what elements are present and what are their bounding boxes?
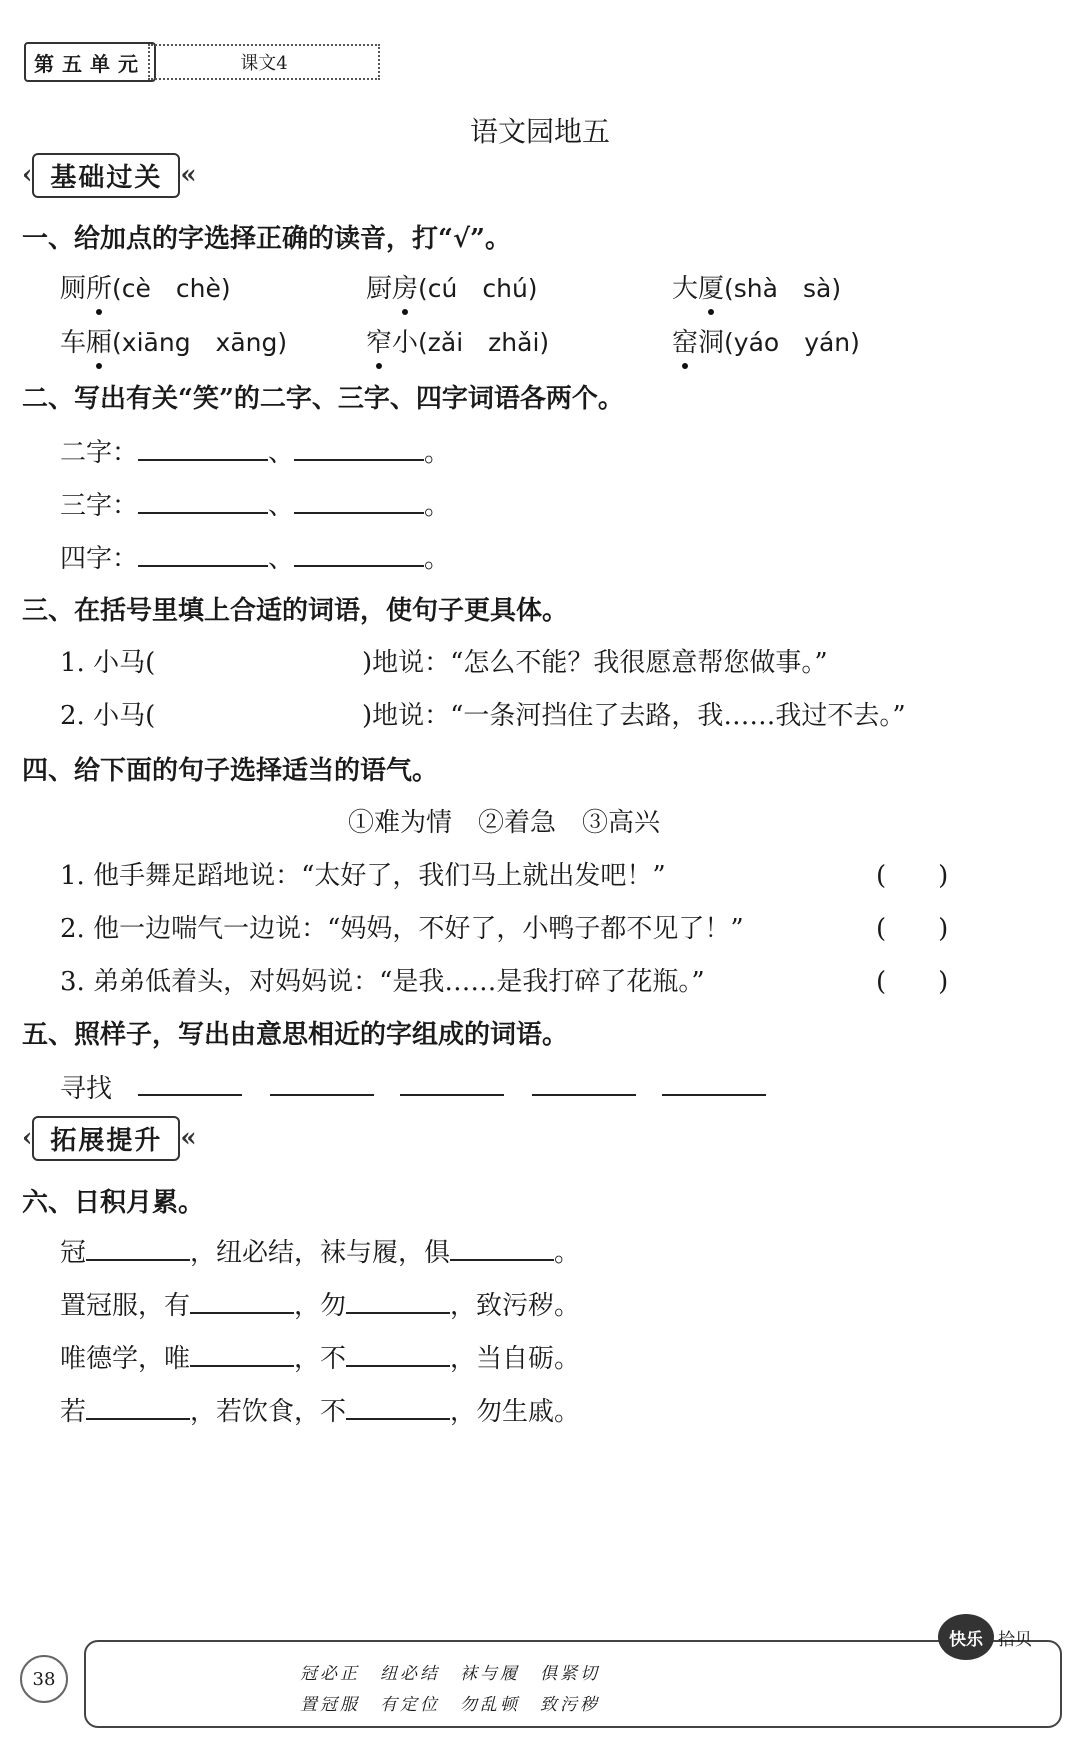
- answer-blank[interactable]: [138, 488, 268, 514]
- recite-line: 冠 ，纽必结，袜与履，俱 。: [60, 1232, 580, 1269]
- answer-blank[interactable]: [662, 1070, 766, 1096]
- answer-blank[interactable]: [138, 435, 268, 461]
- answer-row: 四字： 、 。: [60, 538, 450, 575]
- options-line: ①难为情 ②着急 ③高兴: [348, 808, 661, 838]
- section-banner-basic: [22, 155, 197, 195]
- logo-side-text: 拾贝: [998, 1629, 1032, 1650]
- pinyin-item: 厕所(cè chè): [60, 268, 231, 305]
- question-heading: 二、写出有关“笑”的二字、三字、四字词语各两个。: [22, 384, 624, 414]
- section-banner-extend: [22, 1118, 197, 1158]
- answer-row: 二字： 、 。: [60, 432, 450, 469]
- answer-blank[interactable]: [270, 1070, 374, 1096]
- section-title: 基础过关: [32, 153, 180, 198]
- answer-blank[interactable]: [294, 488, 424, 514]
- recite-line: 若 ，若饮食，不 ，勿生戚。: [60, 1391, 580, 1428]
- pinyin-item: 厨房(cú chú): [366, 268, 538, 305]
- question-heading: 三、在括号里填上合适的词语，使句子更具体。: [22, 596, 569, 626]
- answer-blank[interactable]: [346, 1394, 450, 1420]
- answer-paren[interactable]: ( ): [876, 861, 949, 891]
- answer-blank[interactable]: [400, 1070, 504, 1096]
- chevron-left-icon: «: [180, 1123, 197, 1153]
- answer-blank[interactable]: [138, 541, 268, 567]
- fill-item: 1. 小马(: [60, 648, 156, 678]
- pinyin-item: 窄小(zǎi zhǎi): [366, 322, 549, 359]
- answer-blank[interactable]: [86, 1235, 190, 1261]
- answer-blank[interactable]: [86, 1394, 190, 1420]
- footer-line: 置冠服 有定位 勿乱顿 致污秽: [300, 1695, 600, 1715]
- recite-line: 唯德学，唯 ，不 ，当自砺。: [60, 1338, 580, 1375]
- answer-blank[interactable]: [190, 1288, 294, 1314]
- logo-bubble: 快乐: [938, 1614, 994, 1660]
- answer-blank[interactable]: [346, 1341, 450, 1367]
- chevron-left-icon: «: [180, 160, 197, 190]
- answer-paren[interactable]: ( ): [876, 914, 949, 944]
- lesson-badge: 课文4: [148, 44, 380, 80]
- pinyin-item: 车厢(xiāng xāng): [60, 322, 287, 359]
- footer-line: 冠必正 纽必结 袜与履 俱紧切: [300, 1664, 600, 1684]
- question-heading: 五、照样子，写出由意思相近的字组成的词语。: [22, 1020, 569, 1050]
- answer-blank[interactable]: [450, 1235, 554, 1261]
- pinyin-item: 大厦(shà sà): [672, 268, 841, 305]
- sentence-item: 1. 他手舞足蹈地说：“太好了，我们马上就出发吧！”: [60, 861, 666, 891]
- answer-row: 三字： 、 。: [60, 485, 450, 522]
- question-heading: 四、给下面的句子选择适当的语气。: [22, 756, 439, 786]
- page-number: 38: [20, 1655, 68, 1703]
- unit-badge: 第五单元: [24, 42, 156, 82]
- answer-blank[interactable]: [190, 1341, 294, 1367]
- answer-paren[interactable]: ( ): [876, 967, 949, 997]
- section-title: 拓展提升: [32, 1116, 180, 1161]
- fill-item: 2. 小马(: [60, 701, 156, 731]
- answer-blank[interactable]: [346, 1288, 450, 1314]
- pinyin-item: 窑洞(yáo yán): [672, 322, 860, 359]
- question-heading: 一、给加点的字选择正确的读音，打“√”。: [22, 224, 511, 254]
- page-title: 语文园地五: [469, 115, 610, 148]
- chevron-left-icon: ‹: [22, 160, 33, 190]
- answer-blank[interactable]: [138, 1070, 242, 1096]
- fill-item-rest: )地说：“怎么不能？我很愿意帮您做事。”: [362, 648, 828, 678]
- answer-blank[interactable]: [532, 1070, 636, 1096]
- example-word: 寻找: [60, 1074, 113, 1104]
- sentence-item: 2. 他一边喘气一边说：“妈妈，不好了，小鸭子都不见了！”: [60, 914, 744, 944]
- sentence-item: 3. 弟弟低着头，对妈妈说：“是我……是我打碎了花瓶。”: [60, 967, 705, 997]
- fill-item-rest: )地说：“一条河挡住了去路，我……我过不去。”: [362, 701, 906, 731]
- chevron-left-icon: ‹: [22, 1123, 33, 1153]
- brand-logo: [938, 1614, 1032, 1660]
- answer-blank[interactable]: [294, 435, 424, 461]
- recite-line: 置冠服，有 ，勿 ，致污秽。: [60, 1285, 580, 1322]
- question-heading: 六、日积月累。: [22, 1188, 205, 1218]
- answer-blank[interactable]: [294, 541, 424, 567]
